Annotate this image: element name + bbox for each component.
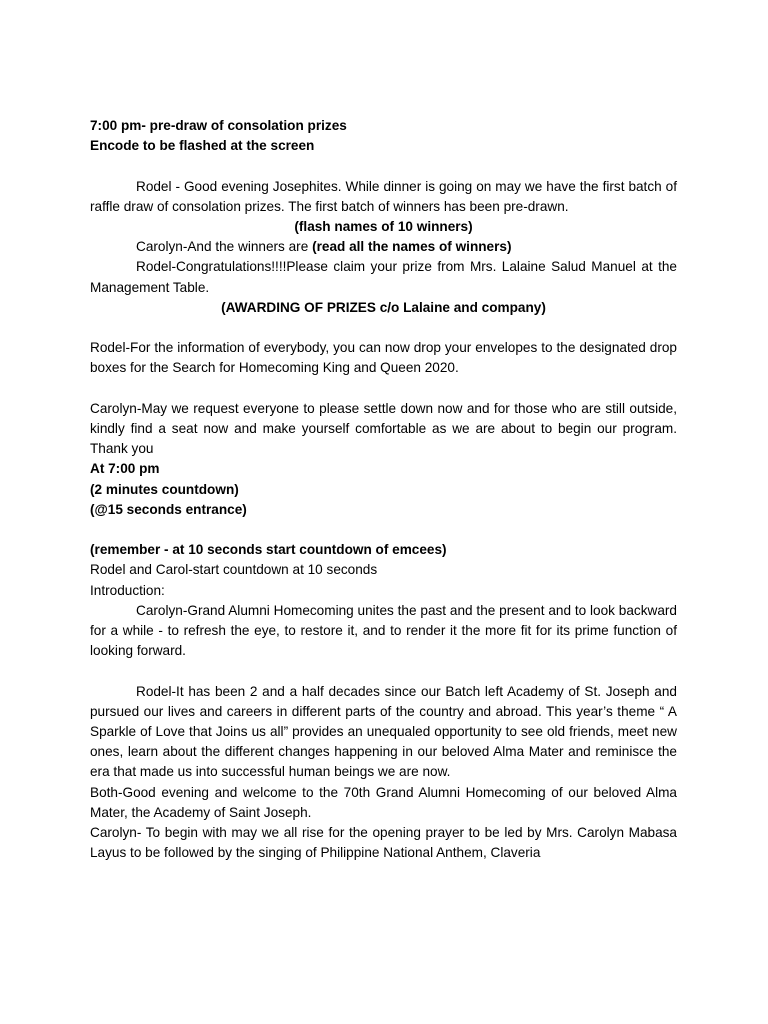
direction-awarding: (AWARDING OF PRIZES c/o Lalaine and company): [221, 299, 546, 315]
spacer: [90, 661, 677, 681]
script-document: [90, 116, 677, 863]
paragraph-rodel-greeting: Rodel - Good evening Josephites. While dinner is going on may we have the first batch of raffle draw of consolation prizes. The first batch of winners has been pre-drawn.: [90, 178, 677, 214]
paragraph-carolyn-prayer: Carolyn- To begin with may we all rise for the opening prayer to be led by Mrs. Carolyn Mabasa Layus to be followed by the singing of Philippine National Anthem, Claveria: [90, 825, 677, 861]
paragraph-rodel-decades: Rodel-It has been 2 and a half decades since our Batch left Academy of St. Joseph and pursued our lives and careers in different parts of the country and abroad. This year’s theme “ A Sparkle of Love that Joins us all” provides an unequaled opportunity to see old friends, meet new ones, learn about the different changes happening in our beloved Alma Mater and reminisce the era that made us into successful human beings we are now.: [90, 683, 677, 780]
direction-remember: (remember - at 10 seconds start countdown of emcees): [90, 542, 447, 558]
spacer: [90, 520, 677, 540]
paragraph-rodel-congrats: Rodel-Congratulations!!!!Please claim your prize from Mrs. Lalaine Salud Manuel at the Management Table.: [90, 259, 677, 295]
heading-encode: Encode to be flashed at the screen: [90, 138, 315, 154]
spacer: [90, 156, 677, 176]
paragraph-carolyn-settle: Carolyn-May we request everyone to please settle down now and for those who are still outside, kindly find a seat now and make yourself comfortable as we are about to begin our program. Thank you: [90, 400, 677, 457]
direction-countdown: (2 minutes countdown): [90, 481, 239, 497]
paragraph-carolyn-intro: Carolyn-Grand Alumni Homecoming unites the past and the present and to look backward for a while - to refresh the eye, to restore it, and to render it the more fit for its prime function of looking forward.: [90, 602, 677, 659]
direction-read-names: (read all the names of winners): [312, 239, 512, 255]
paragraph-both-welcome: Both-Good evening and welcome to the 70th Grand Alumni Homecoming of our beloved Alma Mater, the Academy of Saint Joseph.: [90, 784, 677, 820]
carolyn-winners-text: Carolyn-And the winners are: [136, 239, 313, 255]
heading-time: 7:00 pm- pre-draw of consolation prizes: [90, 118, 347, 133]
spacer: [90, 318, 677, 338]
spacer: [90, 379, 677, 399]
paragraph-carolyn-winners: [90, 237, 677, 257]
direction-entrance: (@15 seconds entrance): [90, 501, 247, 517]
direction-at-time: At 7:00 pm: [90, 461, 160, 477]
paragraph-rodel-envelopes: Rodel-For the information of everybody, you can now drop your envelopes to the designated drop boxes for the Search for Homecoming King and Queen 2020.: [90, 340, 677, 376]
direction-flash-names: (flash names of 10 winners): [294, 219, 473, 234]
section-introduction: Introduction:: [90, 582, 165, 598]
line-start-countdown: Rodel and Carol-start countdown at 10 seconds: [90, 562, 378, 578]
